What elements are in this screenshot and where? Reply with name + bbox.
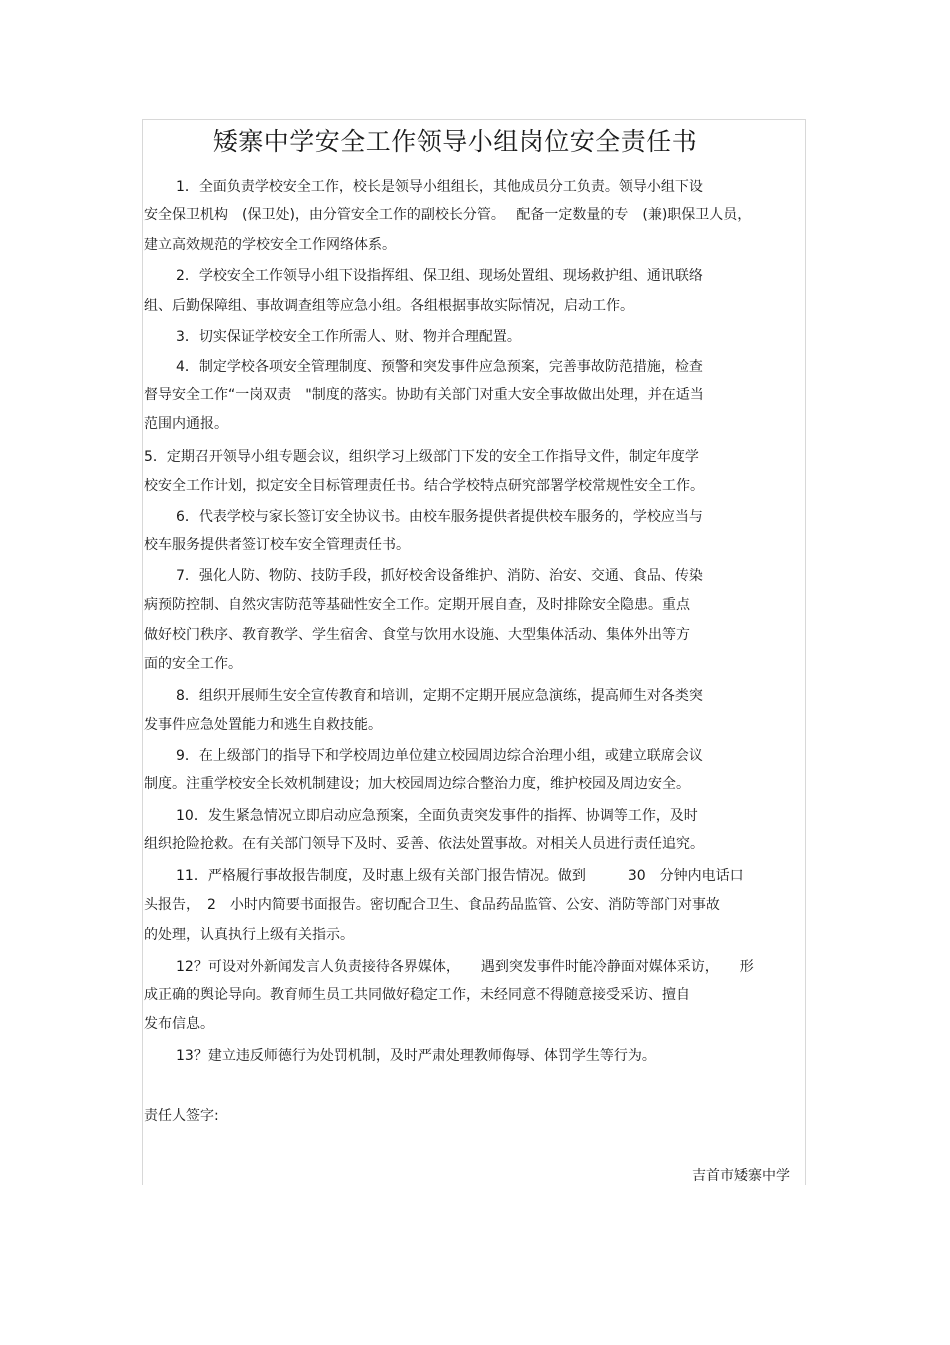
body-line-27: 12？可设对外新闻发言人负责接待各界媒体， 遇到突发事件时能冷静面对媒体采访， 形 xyxy=(176,959,754,975)
body-line-03: 建立高效规范的学校安全工作网络体系。 xyxy=(144,237,396,253)
body-line-18: 8．组织开展师生安全宣传教育和培训，定期不定期开展应急演练，提高师生对各类突 xyxy=(176,688,703,704)
body-line-24: 11．严格履行事故报告制度，及时惠上级有关部门报告情况。做到 30 分钟内电话口 xyxy=(176,868,744,884)
body-line-17: 面的安全工作。 xyxy=(144,656,242,672)
organization-name: 吉首市矮寨中学 xyxy=(692,1168,790,1184)
body-line-08: 督导安全工作“一岗双责 "制度的落实。协助有关部门对重大安全事故做出处理，并在适当 xyxy=(144,387,704,403)
body-line-19: 发事件应急处置能力和逃生自救技能。 xyxy=(144,717,382,733)
body-line-11: 校安全工作计划，拟定安全目标管理责任书。结合学校特点研究部署学校常规性安全工作。 xyxy=(144,478,704,494)
body-line-05: 组、后勤保障组、事故调查组等应急小组。各组根据事故实际情况，启动工作。 xyxy=(144,298,634,314)
body-line-09: 范围内通报。 xyxy=(144,416,228,432)
body-line-22: 10．发生紧急情况立即启动应急预案，全面负责突发事件的指挥、协调等工作，及时 xyxy=(176,808,698,824)
body-line-06: 3．切实保证学校安全工作所需人、财、物并合理配置。 xyxy=(176,329,521,345)
body-line-13: 校车服务提供者签订校车安全管理责任书。 xyxy=(144,537,410,553)
body-line-10: 5．定期召开领导小组专题会议，组织学习上级部门下发的安全工作指导文件，制定年度学 xyxy=(144,449,699,465)
body-line-14: 7．强化人防、物防、技防手段，抓好校舍设备维护、消防、治安、交通、食品、传染 xyxy=(176,568,703,584)
body-line-04: 2．学校安全工作领导小组下设指挥组、保卫组、现场处置组、现场救护组、通讯联络 xyxy=(176,268,703,284)
body-line-07: 4．制定学校各项安全管理制度、预警和突发事件应急预案，完善事故防范措施，检查 xyxy=(176,359,703,375)
body-line-28: 成正确的舆论导向。教育师生员工共同做好稳定工作，未经同意不得随意接受采访、擅自 xyxy=(144,987,690,1003)
body-line-25: 头报告， 2 小时内简要书面报告。密切配合卫生、食品药品监管、公安、消防等部门对事故 xyxy=(144,897,720,913)
body-line-15: 病预防控制、自然灾害防范等基础性安全工作。定期开展自查，及时排除安全隐患。重点 xyxy=(144,597,690,613)
body-line-29: 发布信息。 xyxy=(144,1016,214,1032)
document-title: 矮寨中学安全工作领导小组岗位安全责任书 xyxy=(212,127,698,156)
body-line-23: 组织抢险抢救。在有关部门领导下及时、妥善、依法处置事故。对相关人员进行责任追究。 xyxy=(144,836,704,852)
body-line-20: 9．在上级部门的指导下和学校周边单位建立校园周边综合治理小组，或建立联席会议 xyxy=(176,748,703,764)
body-line-30: 13？建立违反师德行为处罚机制，及时严肃处理教师侮辱、体罚学生等行为。 xyxy=(176,1048,656,1064)
body-line-01: 1．全面负责学校安全工作，校长是领导小组组长，其他成员分工负责。领导小组下设 xyxy=(176,179,703,195)
body-line-21: 制度。注重学校安全长效机制建设；加大校园周边综合整治力度，维护校园及周边安全。 xyxy=(144,776,690,792)
body-line-16: 做好校门秩序、教育教学、学生宿舍、食堂与饮用水设施、大型集体活动、集体外出等方 xyxy=(144,627,690,643)
body-line-02: 安全保卫机构 (保卫处)，由分管安全工作的副校长分管。 配备一定数量的专 (兼)职保卫人员， xyxy=(144,207,752,223)
signature-label: 责任人签字: xyxy=(144,1108,219,1124)
body-line-12: 6．代表学校与家长签订安全协议书。由校车服务提供者提供校车服务的，学校应当与 xyxy=(176,509,703,525)
body-line-26: 的处理，认真执行上级有关指示。 xyxy=(144,927,354,943)
